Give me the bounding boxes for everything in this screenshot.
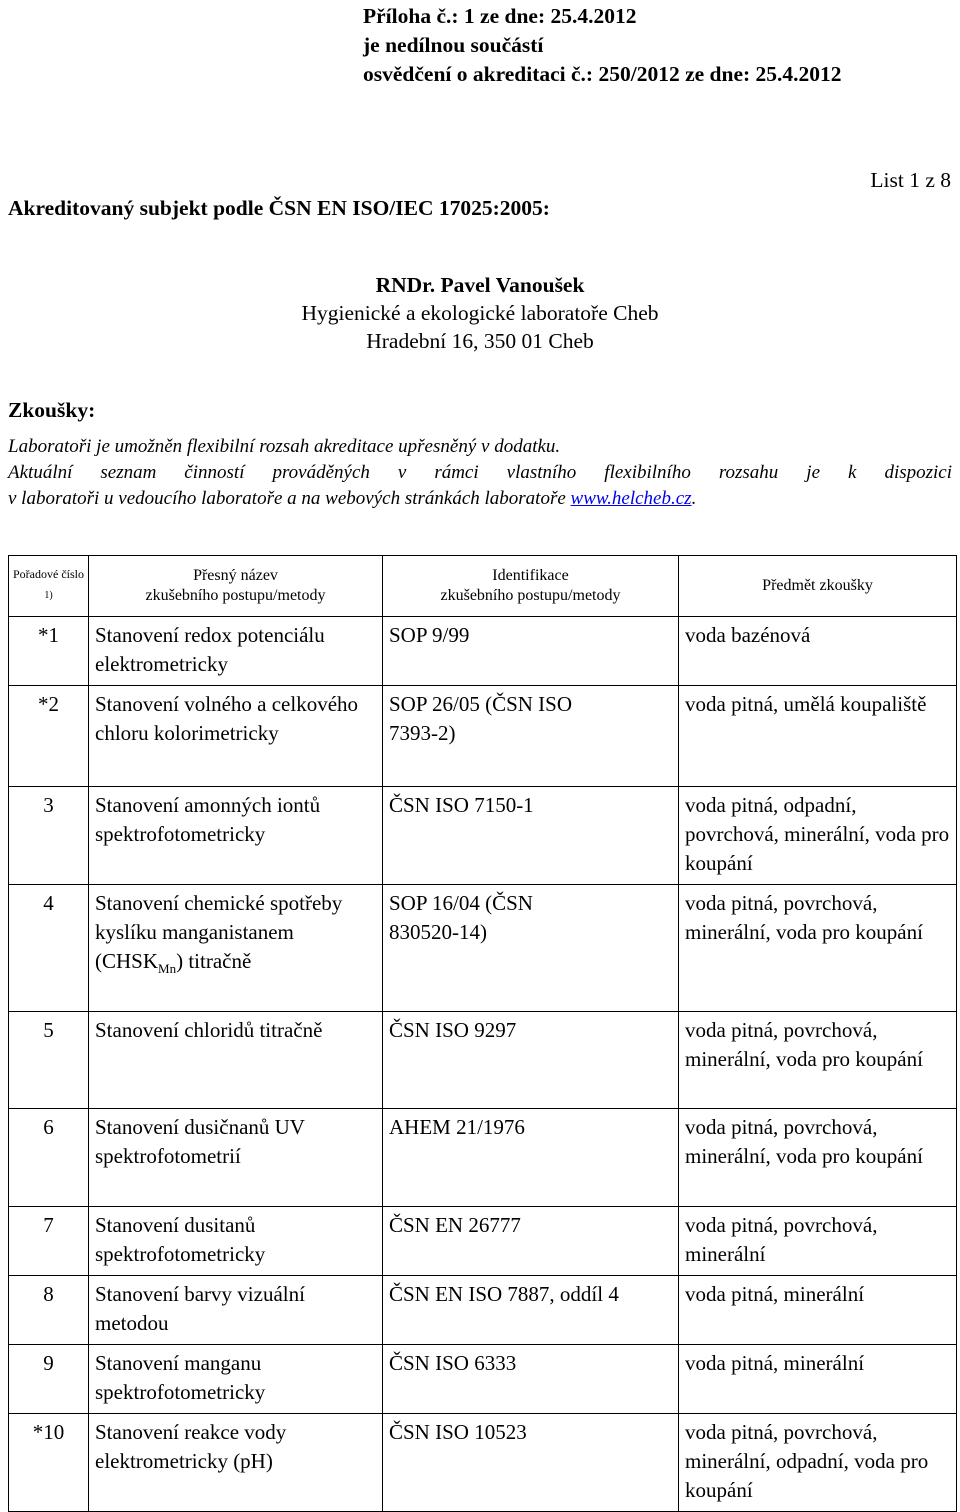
row-method-name <box>89 885 383 1012</box>
header-method-name-line-2: zkušebního postupu/metody <box>145 587 326 604</box>
laboratory-block <box>0 271 960 355</box>
table-header-row <box>9 556 957 617</box>
header-ident-line-2: zkušebního postupu/metody <box>440 587 621 604</box>
row-method-name-part-1: Stanovení chemické spotřeby kyslíku manganistanem (CHSK <box>95 891 343 973</box>
row-test-subject: voda bazénová <box>679 617 957 686</box>
note-line-3 <box>8 486 952 512</box>
attachment-header <box>363 2 842 89</box>
row-test-subject: voda pitná, povrchová, minerální, voda pro koupání <box>679 885 957 1012</box>
row-method-name: Stanovení dusičnanů UV spektrofotometrií <box>89 1109 383 1207</box>
row-method-name: Stanovení manganu spektrofotometricky <box>89 1345 383 1414</box>
row-test-subject: voda pitná, povrchová, minerální, voda pro koupání <box>679 1109 957 1207</box>
row-method-ident: ČSN ISO 10523 <box>383 1414 679 1512</box>
row-number: 4 <box>9 885 89 1012</box>
row-number: *1 <box>9 617 89 686</box>
row-method-ident: SOP 16/04 (ČSN 830520-14) <box>383 885 679 1012</box>
row-test-subject: voda pitná, povrchová, minerální <box>679 1207 957 1276</box>
tests-heading: Zkoušky: <box>8 398 96 422</box>
attachment-line-1: Příloha č.: 1 ze dne: 25.4.2012 <box>363 4 637 28</box>
table-row <box>9 1276 957 1345</box>
table-row <box>9 1109 957 1207</box>
row-method-ident: ČSN ISO 6333 <box>383 1345 679 1414</box>
row-number: 7 <box>9 1207 89 1276</box>
header-method-identification <box>383 556 679 617</box>
row-method-ident: AHEM 21/1976 <box>383 1109 679 1207</box>
table-row <box>9 1012 957 1109</box>
row-method-name: Stanovení barvy vizuální metodou <box>89 1276 383 1345</box>
row-method-ident: ČSN EN 26777 <box>383 1207 679 1276</box>
row-number: 5 <box>9 1012 89 1109</box>
attachment-line-2: je nedílnou součástí <box>363 33 544 57</box>
note-line-3-text: v laboratoři u vedoucího laboratoře a na webových stránkách laboratoře <box>8 488 571 509</box>
row-method-name: Stanovení redox potenciálu elektrometricky <box>89 617 383 686</box>
row-test-subject: voda pitná, povrchová, minerální, odpadní, voda pro koupání <box>679 1414 957 1512</box>
row-test-subject: voda pitná, minerální <box>679 1345 957 1414</box>
header-method-name-line-1: Přesný název <box>193 567 278 584</box>
row-method-name: Stanovení amonných iontů spektrofotometricky <box>89 787 383 885</box>
row-method-name: Stanovení chloridů titračně <box>89 1012 383 1109</box>
header-test-subject: Předmět zkoušky <box>679 556 957 617</box>
table-row <box>9 1414 957 1512</box>
row-test-subject: voda pitná, umělá koupaliště <box>679 686 957 787</box>
row-method-name: Stanovení dusitanů spektrofotometricky <box>89 1207 383 1276</box>
accredited-subject-label: Akreditovaný subjekt podle ČSN EN ISO/IEC 17025:2005: <box>8 196 550 220</box>
row-test-subject: voda pitná, povrchová, minerální, voda pro koupání <box>679 1012 957 1109</box>
tests-table <box>8 555 957 1512</box>
note-line-2: Aktuální seznam činností prováděných v rámci vlastního flexibilního rozsahu je k dispozici <box>8 462 952 483</box>
note-line-1: Laboratoři je umožněn flexibilní rozsah akreditace upřesněný v dodatku. <box>8 436 561 457</box>
header-order-label: Pořadové číslo <box>13 566 84 581</box>
row-method-ident: ČSN EN ISO 7887, oddíl 4 <box>383 1276 679 1345</box>
table-row <box>9 1345 957 1414</box>
table-row <box>9 686 957 787</box>
lab-owner-name: RNDr. Pavel Vanoušek <box>375 273 585 297</box>
row-method-ident: ČSN ISO 9297 <box>383 1012 679 1109</box>
row-number: *10 <box>9 1414 89 1512</box>
flexible-scope-note <box>8 434 952 512</box>
website-link[interactable]: www.helcheb.cz <box>570 488 692 509</box>
note-line-3-end: . <box>691 488 697 509</box>
row-number: *2 <box>9 686 89 787</box>
row-test-subject: voda pitná, minerální <box>679 1276 957 1345</box>
table-row <box>9 617 957 686</box>
row-number: 8 <box>9 1276 89 1345</box>
row-method-ident: ČSN ISO 7150-1 <box>383 787 679 885</box>
row-number: 3 <box>9 787 89 885</box>
header-order-number <box>9 556 89 617</box>
sheet-number: List 1 z 8 <box>870 168 951 192</box>
row-number: 6 <box>9 1109 89 1207</box>
row-method-ident: SOP 26/05 (ČSN ISO 7393-2) <box>383 686 679 787</box>
row-method-name-part-2: ) titračně <box>176 949 252 973</box>
row-method-ident: SOP 9/99 <box>383 617 679 686</box>
attachment-line-3: osvědčení o akreditaci č.: 250/2012 ze dne: 25.4.2012 <box>363 62 842 86</box>
row-number: 9 <box>9 1345 89 1414</box>
header-order-footnote: 1) <box>44 589 53 601</box>
row-method-name-subscript: Mn <box>158 961 177 977</box>
row-test-subject: voda pitná, odpadní, povrchová, minerální, voda pro koupání <box>679 787 957 885</box>
lab-organization: Hygienické a ekologické laboratoře Cheb <box>301 301 659 325</box>
header-ident-line-1: Identifikace <box>492 567 569 584</box>
row-method-name: Stanovení reakce vody elektrometricky (pH) <box>89 1414 383 1512</box>
table-row <box>9 1207 957 1276</box>
table-row <box>9 787 957 885</box>
lab-address: Hradební 16, 350 01 Cheb <box>366 329 594 353</box>
row-method-name: Stanovení volného a celkového chloru kolorimetricky <box>89 686 383 787</box>
header-method-name <box>89 556 383 617</box>
table-row <box>9 885 957 1012</box>
